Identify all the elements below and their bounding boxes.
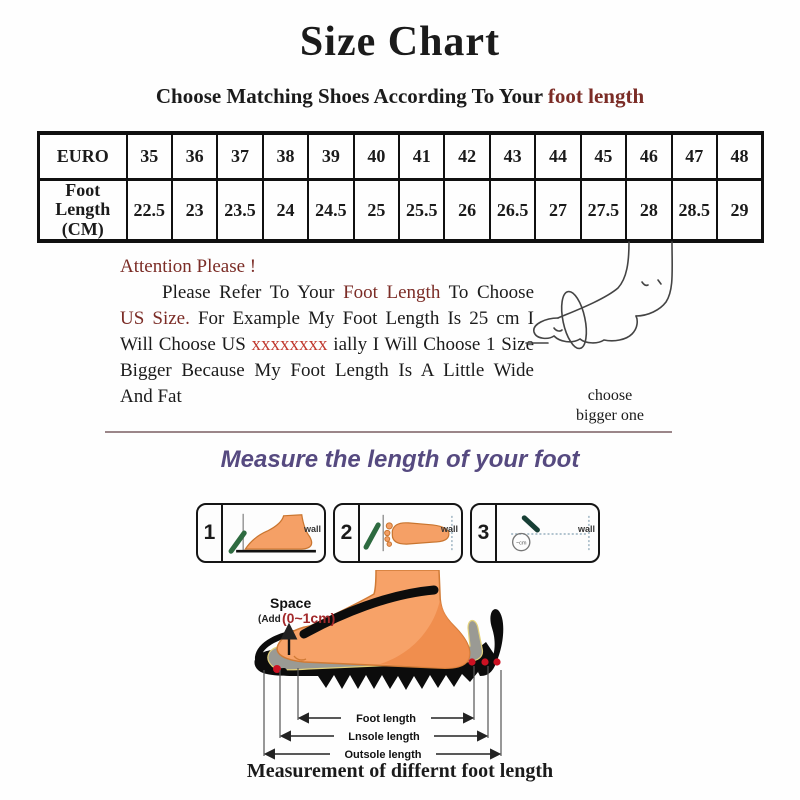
- footer-caption: Measurement of differnt foot length: [246, 760, 554, 782]
- attention-line: And Fat: [120, 386, 182, 407]
- size-table-cell: 47: [672, 133, 717, 180]
- size-table-cell: 24: [263, 180, 308, 242]
- foot-sketch-illustration: [524, 240, 724, 375]
- wall-label: wall: [303, 524, 321, 534]
- size-table: [37, 131, 764, 243]
- subtitle-prefix: Choose Matching Shoes According To Your: [155, 84, 548, 108]
- size-table-cell: 28.5: [672, 180, 717, 242]
- size-table-cell: 43: [490, 133, 535, 180]
- foot-length-label: Foot length: [356, 713, 416, 725]
- pencil-icon: [524, 518, 537, 530]
- size-table-cell: 37: [217, 133, 262, 180]
- pencil-icon: [366, 525, 378, 547]
- outsole-length-label: Outsole length: [344, 749, 422, 761]
- step-number: 3: [472, 505, 497, 561]
- subtitle-highlight: foot length: [547, 84, 645, 108]
- size-table-cell: 22.5: [127, 180, 172, 242]
- table-row-footlength: [39, 180, 763, 242]
- size-table-cell: 41: [399, 133, 444, 180]
- insole-length-label: Lnsole length: [348, 731, 420, 743]
- space-add-label: (Add: [258, 614, 281, 625]
- footlength-header-cell: Foot Length (CM): [39, 180, 127, 242]
- size-table-cell: 39: [308, 133, 353, 180]
- size-table-cell: 45: [581, 133, 626, 180]
- foot-measurement-diagram: [242, 570, 562, 766]
- page-title: Size Chart: [299, 19, 501, 65]
- heel-dot: [481, 658, 488, 665]
- size-table-cell: 42: [444, 133, 489, 180]
- pencil-icon: [231, 533, 244, 551]
- attention-line: Will Choose US xxxxxxxx ially I Will Choose 1 Size: [120, 334, 535, 355]
- attention-line: Bigger Because My Foot Length Is A Little Wide: [120, 360, 534, 381]
- sketch-ankle-mark-2: [658, 280, 661, 284]
- size-table-cell: 35: [127, 133, 172, 180]
- toe-icon: [387, 542, 391, 546]
- toe-icon: [385, 537, 390, 542]
- size-table-cell: 27.5: [581, 180, 626, 242]
- size-table-cell: 26.5: [490, 180, 535, 242]
- size-table-cell: 23.5: [217, 180, 262, 242]
- euro-header-cell: EURO: [39, 133, 127, 180]
- size-table-cell: 26: [444, 180, 489, 242]
- step-panel-1: [196, 503, 326, 563]
- measure-heading: Measure the length of your foot: [220, 446, 580, 473]
- cm-circle-label: ~cm: [515, 540, 527, 547]
- heel-dot: [468, 658, 475, 665]
- size-table-cell: 44: [535, 133, 580, 180]
- attention-line: Please Refer To Your Foot Length To Choose: [162, 282, 534, 303]
- step-panel-3: [470, 503, 600, 563]
- wall-label: wall: [440, 524, 458, 534]
- foot-side-icon: [245, 515, 311, 549]
- toe-icon: [386, 523, 392, 529]
- size-table-cell: 36: [172, 133, 217, 180]
- sketch-back-leg: [636, 242, 672, 316]
- sketch-toe-mark: [554, 328, 562, 331]
- space-range-label: (0~1cm): [282, 610, 336, 626]
- size-table-wrap: [37, 131, 764, 243]
- size-table-cell: 48: [717, 133, 763, 180]
- sketch-front-leg: [558, 242, 629, 318]
- size-table-cell: 25: [354, 180, 399, 242]
- step-panel-2: [333, 503, 463, 563]
- sketch-ankle-mark-1: [642, 282, 648, 285]
- space-label: Space: [270, 595, 312, 611]
- size-table-cell: 46: [626, 133, 671, 180]
- attention-block: [120, 254, 534, 410]
- attention-heading: Attention Please !: [120, 256, 257, 277]
- step-number: 1: [198, 505, 223, 561]
- attention-line: US Size. For Example My Foot Length Is 25 cm I: [120, 308, 535, 329]
- size-table-cell: 38: [263, 133, 308, 180]
- table-row-euro: [39, 133, 763, 180]
- step-number: 2: [335, 505, 360, 561]
- choose-bigger-caption: choose bigger one: [576, 387, 644, 424]
- size-table-cell: 40: [354, 133, 399, 180]
- heel-dot: [493, 658, 500, 665]
- size-table-cell: 25.5: [399, 180, 444, 242]
- size-table-cell: 27: [535, 180, 580, 242]
- section-divider-line: [105, 431, 672, 433]
- wall-label: wall: [577, 524, 595, 534]
- size-table-cell: 29: [717, 180, 763, 242]
- measure-step-panels: [196, 503, 600, 563]
- size-table-cell: 28: [626, 180, 671, 242]
- size-table-cell: 23: [172, 180, 217, 242]
- toe-icon: [385, 530, 390, 535]
- attention-paragraph: [120, 280, 534, 410]
- subtitle: [0, 84, 800, 109]
- size-table-cell: 24.5: [308, 180, 353, 242]
